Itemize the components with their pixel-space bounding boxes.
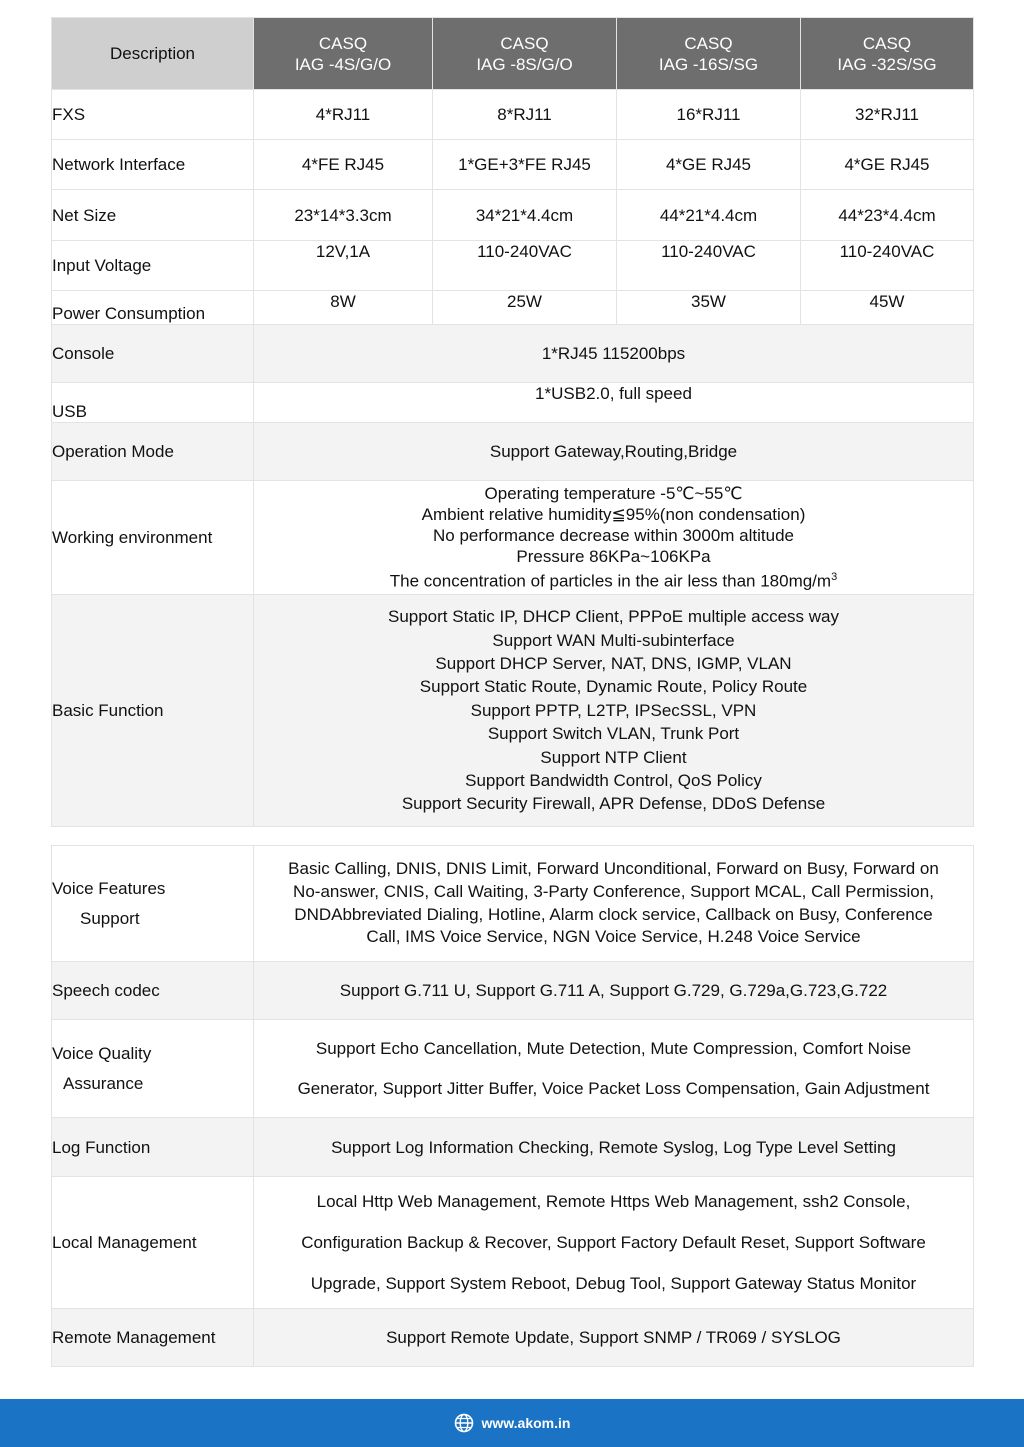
cell-value: 4*RJ11 [254,90,433,140]
cell-value: 8*RJ11 [433,90,617,140]
model-name: IAG -16S/SG [658,54,759,74]
env-line: Ambient relative humidity≦95%(non condensation) [421,505,806,525]
cell-value: 44*21*4.4cm [617,190,801,241]
cell-value: 4*GE RJ45 [617,140,801,190]
env-line: Operating temperature -5℃~55℃ [484,484,743,504]
cell-value: 4*FE RJ45 [254,140,433,190]
cell-value: 110-240VAC [617,241,801,291]
label-line: Assurance [63,1073,144,1093]
basic-line: Support Static Route, Dynamic Route, Policy Route [419,677,808,697]
cell-value: 32*RJ11 [801,90,974,140]
spec-table-bottom [51,845,974,1367]
model-name: IAG -4S/G/O [294,54,392,74]
row-remote-management [52,1309,974,1367]
cell-value [254,1020,974,1118]
cell-value: 34*21*4.4cm [433,190,617,241]
description-header: Description [52,18,254,90]
basic-line: Support Security Firewall, APR Defense, DDoS Defense [401,794,826,814]
cell-value: 45W [801,291,974,325]
cell-value: 23*14*3.3cm [254,190,433,241]
cell-value: Support Remote Update, Support SNMP / TR069 / SYSLOG [254,1309,974,1367]
quality-line: Generator, Support Jitter Buffer, Voice Packet Loss Compensation, Gain Adjustment [297,1078,930,1098]
basic-line: Support NTP Client [540,747,687,767]
label-line: Support [80,908,140,928]
label-line: Voice Quality [52,1043,152,1063]
row-voice-features [52,846,974,962]
superscript: 3 [831,571,838,584]
row-usb [52,383,974,423]
env-line: The concentration of particles in the air less than 180mg/m [389,571,832,591]
row-label [52,1020,254,1118]
row-label: USB [52,383,254,423]
header-row [52,18,974,90]
cell-value: 1*USB2.0, full speed [254,383,974,423]
row-label: Console [52,325,254,383]
model-header-3 [617,18,801,90]
cell-value [254,1177,974,1309]
basic-line: Support Static IP, DHCP Client, PPPoE multiple access way [387,607,839,627]
cell-value: 25W [433,291,617,325]
cell-value: 8W [254,291,433,325]
basic-line: Support WAN Multi-subinterface [492,630,735,650]
cell-value: Support Log Information Checking, Remote Syslog, Log Type Level Setting [254,1118,974,1177]
row-label: FXS [52,90,254,140]
row-label: Power Consumption [52,291,254,325]
cell-value: 1*RJ45 115200bps [254,325,974,383]
row-input-voltage [52,241,974,291]
voice-line: DNDAbbreviated Dialing, Hotline, Alarm clock service, Callback on Busy, Conference [294,904,933,924]
local-line: Configuration Backup & Recover, Support Factory Default Reset, Support Software [301,1233,926,1252]
env-line: Pressure 86KPa~106KPa [516,547,711,567]
voice-line: No-answer, CNIS, Call Waiting, 3-Party Conference, Support MCAL, Call Permission, [293,881,934,901]
row-label: Log Function [52,1118,254,1177]
voice-line: Basic Calling, DNIS, DNIS Limit, Forward Unconditional, Forward on Busy, Forward on [288,859,939,879]
globe-icon [454,1413,474,1433]
row-power-consumption [52,291,974,325]
cell-value [254,846,974,962]
row-basic-function [52,595,974,827]
row-label: Input Voltage [52,241,254,291]
cell-value [254,481,974,595]
website-link[interactable]: www.akom.in [481,1415,571,1431]
basic-line: Support DHCP Server, NAT, DNS, IGMP, VLAN [435,653,792,673]
row-label: Net Size [52,190,254,241]
cell-value: 110-240VAC [801,241,974,291]
row-log-function [52,1118,974,1177]
label-line: Voice Features [52,878,166,898]
row-label: Network Interface [52,140,254,190]
cell-value [254,595,974,827]
model-brand: CASQ [684,33,733,53]
row-label: Basic Function [52,595,254,827]
cell-value: 4*GE RJ45 [801,140,974,190]
row-label: Working environment [52,481,254,595]
row-label: Speech codec [52,962,254,1020]
cell-value: Support G.711 U, Support G.711 A, Support G.729, G.729a,G.723,G.722 [254,962,974,1020]
basic-line: Support Bandwidth Control, QoS Policy [465,771,762,791]
cell-value: 12V,1A [254,241,433,291]
row-voice-quality [52,1020,974,1118]
model-name: IAG -32S/SG [837,54,937,74]
row-local-management [52,1177,974,1309]
voice-line: Call, IMS Voice Service, NGN Voice Service, H.248 Voice Service [366,927,861,947]
model-brand: CASQ [318,33,368,53]
env-line-last [254,567,973,592]
cell-value: 44*23*4.4cm [801,190,974,241]
model-name: IAG -8S/G/O [476,54,573,74]
row-label [52,846,254,962]
model-brand: CASQ [862,33,912,53]
cell-value: 110-240VAC [433,241,617,291]
model-brand: CASQ [500,33,549,53]
row-fxs [52,90,974,140]
model-header-2 [433,18,617,90]
model-header-1 [254,18,433,90]
row-working-environment [52,481,974,595]
cell-value: Support Gateway,Routing,Bridge [254,423,974,481]
row-label: Local Management [52,1177,254,1309]
cell-value: 35W [617,291,801,325]
cell-value: 1*GE+3*FE RJ45 [433,140,617,190]
footer-bar [0,1399,1024,1447]
quality-line: Support Echo Cancellation, Mute Detection, Mute Compression, Comfort Noise [315,1038,912,1058]
basic-line: Support Switch VLAN, Trunk Port [487,724,740,744]
cell-value: 16*RJ11 [617,90,801,140]
local-line: Local Http Web Management, Remote Https Web Management, ssh2 Console, [316,1192,911,1211]
model-header-4 [801,18,974,90]
env-line: No performance decrease within 3000m altitude [433,526,794,546]
row-console [52,325,974,383]
row-network-interface [52,140,974,190]
row-net-size [52,190,974,241]
row-label: Operation Mode [52,423,254,481]
spec-table-top [51,17,974,827]
basic-line: Support PPTP, L2TP, IPSecSSL, VPN [470,700,757,720]
row-label: Remote Management [52,1309,254,1367]
row-speech-codec [52,962,974,1020]
row-operation-mode [52,423,974,481]
local-line: Upgrade, Support System Reboot, Debug Tool, Support Gateway Status Monitor [310,1274,917,1293]
